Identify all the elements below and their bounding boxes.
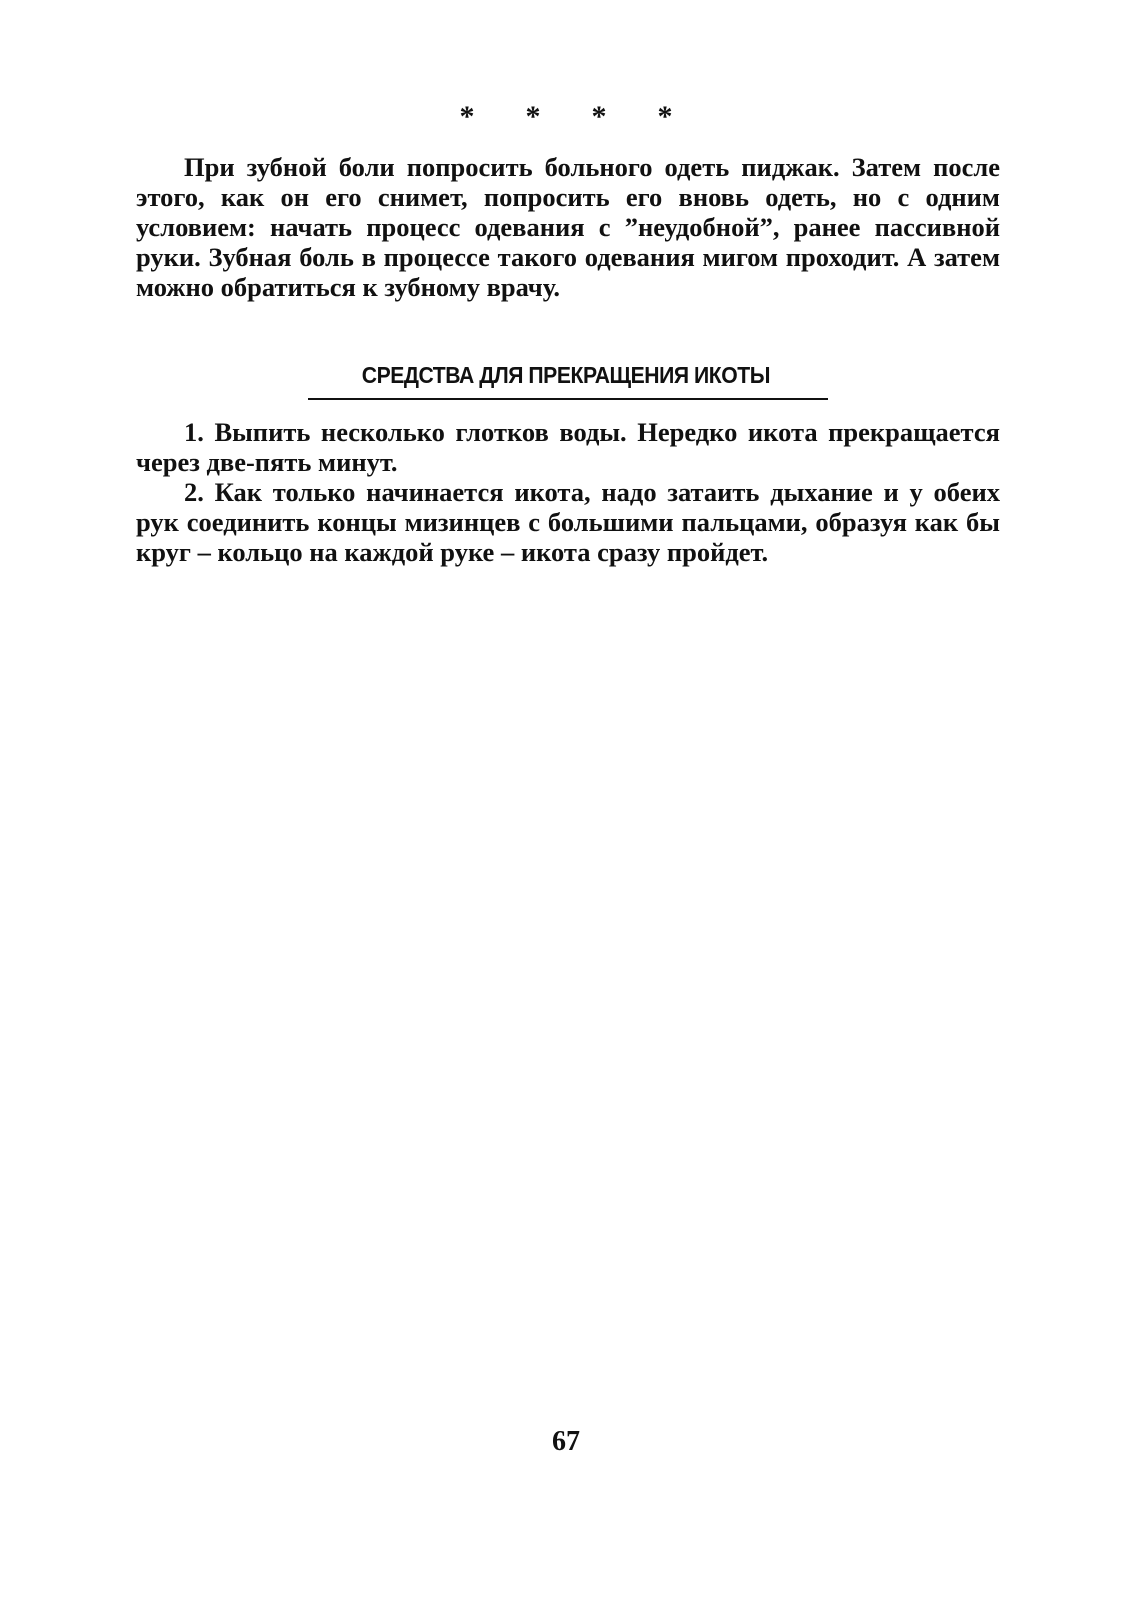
separator-star: *	[591, 100, 607, 133]
separator-star: *	[657, 100, 673, 133]
remedy-item-1: 1. Выпить несколько глотков воды. Нередко икота прекращается через две-пять минут.	[136, 417, 1000, 477]
page-number: 67	[552, 1426, 580, 1457]
separator-star: *	[525, 100, 541, 133]
intro-block	[136, 152, 1000, 302]
section-separator	[0, 100, 1132, 134]
remedy-item-2: 2. Как только начинается икота, надо затаить дыхание и у обеих рук соединить концы мизинцев с большими пальцами, образуя как бы круг – кольцо на каждой руке – икота сразу пройдет.	[136, 477, 1000, 567]
separator-star: *	[459, 100, 475, 133]
heading-underline	[308, 398, 828, 400]
toothache-paragraph: При зубной боли попросить больного одеть пиджак. Затем после этого, как он его снимет, попросить его вновь одеть, но с одним условием: начать процесс одевания с ”неудобной”, ранее пассивной руки. Зубная боль в процессе такого одевания мигом проходит. А затем можно обратиться к зубному врачу.	[136, 152, 1000, 302]
hiccup-remedies-list	[136, 417, 1000, 567]
section-heading-wrap	[0, 362, 1132, 389]
section-heading: СРЕДСТВА ДЛЯ ПРЕКРАЩЕНИЯ ИКОТЫ	[361, 362, 771, 388]
